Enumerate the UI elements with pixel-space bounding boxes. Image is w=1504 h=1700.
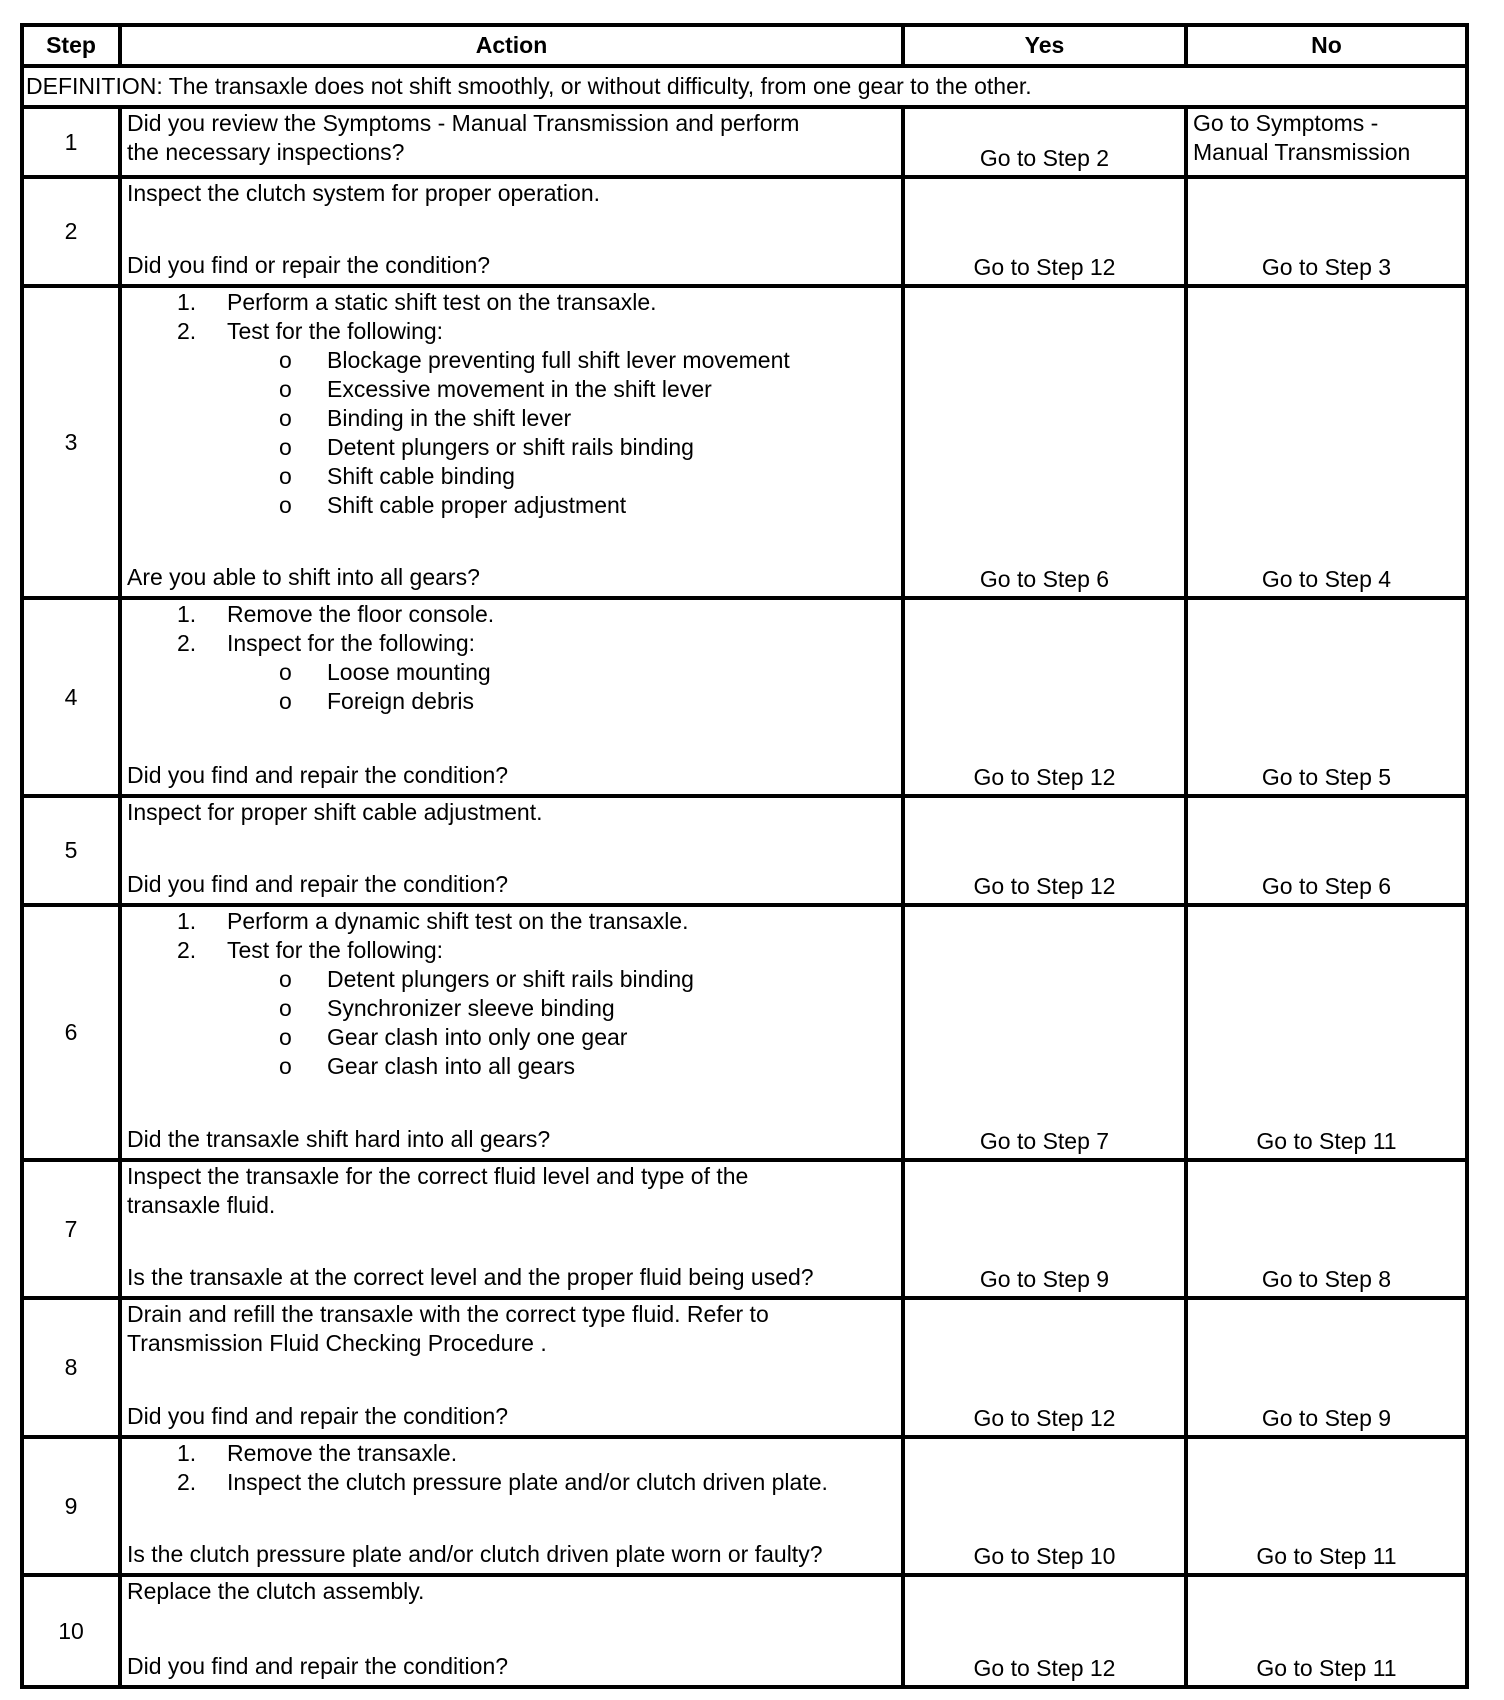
item-text: Perform a dynamic shift test on the transaxle. bbox=[227, 908, 689, 934]
action-text: Inspect for proper shift cable adjustment. bbox=[127, 799, 543, 825]
no-result bbox=[1186, 107, 1467, 177]
bullet-text: Synchronizer sleeve binding bbox=[327, 995, 615, 1021]
action-cell bbox=[120, 598, 903, 796]
no-result: Go to Step 11 bbox=[1186, 1575, 1467, 1687]
bullet-item bbox=[127, 491, 896, 520]
item-number: 1. bbox=[177, 289, 197, 315]
bullet-icon: o bbox=[279, 966, 292, 992]
action-cell bbox=[120, 905, 903, 1160]
bullet-item bbox=[127, 404, 896, 433]
bullet-icon: o bbox=[279, 463, 292, 489]
action-question: Is the transaxle at the correct level and the proper fluid being used? bbox=[127, 1264, 814, 1290]
step-number: 7 bbox=[22, 1160, 120, 1298]
yes-result: Go to Step 12 bbox=[903, 796, 1186, 905]
action-question: Did you find or repair the condition? bbox=[127, 252, 491, 278]
header-yes: Yes bbox=[903, 25, 1186, 66]
item-number: 2. bbox=[177, 630, 197, 656]
numbered-item bbox=[127, 1468, 896, 1497]
no-result-line: Go to Symptoms - bbox=[1193, 110, 1379, 136]
numbered-item bbox=[127, 907, 896, 936]
bullet-text: Loose mounting bbox=[327, 659, 491, 685]
table-row bbox=[22, 1437, 1467, 1575]
action-cell bbox=[120, 796, 903, 905]
no-result-line: Manual Transmission bbox=[1193, 139, 1411, 165]
yes-result: Go to Step 7 bbox=[903, 905, 1186, 1160]
bullet-item bbox=[127, 658, 896, 687]
step-number: 4 bbox=[22, 598, 120, 796]
action-text: Did you review the Symptoms - Manual Transmission and perform bbox=[127, 110, 800, 136]
bullet-text: Shift cable binding bbox=[327, 463, 515, 489]
bullet-item bbox=[127, 1052, 896, 1081]
table-row bbox=[22, 905, 1467, 1160]
no-result: Go to Step 11 bbox=[1186, 1437, 1467, 1575]
action-text: Transmission Fluid Checking Procedure . bbox=[127, 1330, 547, 1356]
bullet-icon: o bbox=[279, 1024, 292, 1050]
bullet-item bbox=[127, 433, 896, 462]
yes-result: Go to Step 12 bbox=[903, 177, 1186, 286]
item-number: 1. bbox=[177, 1440, 197, 1466]
action-cell bbox=[120, 107, 903, 177]
action-cell bbox=[120, 1160, 903, 1298]
yes-result: Go to Step 12 bbox=[903, 1298, 1186, 1437]
action-text: Drain and refill the transaxle with the correct type fluid. Refer to bbox=[127, 1301, 769, 1327]
item-text: Test for the following: bbox=[227, 318, 444, 344]
item-text: Inspect for the following: bbox=[227, 630, 476, 656]
yes-result: Go to Step 12 bbox=[903, 1575, 1186, 1687]
item-number: 1. bbox=[177, 601, 197, 627]
bullet-icon: o bbox=[279, 1053, 292, 1079]
item-text: Remove the floor console. bbox=[227, 601, 495, 627]
item-text: Perform a static shift test on the transaxle. bbox=[227, 289, 657, 315]
no-result: Go to Step 5 bbox=[1186, 598, 1467, 796]
action-question: Did you find and repair the condition? bbox=[127, 1653, 509, 1679]
bullet-icon: o bbox=[279, 659, 292, 685]
bullet-text: Gear clash into only one gear bbox=[327, 1024, 628, 1050]
table-row bbox=[22, 1298, 1467, 1437]
action-text: the necessary inspections? bbox=[127, 139, 405, 165]
action-cell bbox=[120, 1437, 903, 1575]
table-row bbox=[22, 177, 1467, 286]
header-step: Step bbox=[22, 25, 120, 66]
no-result: Go to Step 11 bbox=[1186, 905, 1467, 1160]
header-action: Action bbox=[120, 25, 903, 66]
yes-result: Go to Step 9 bbox=[903, 1160, 1186, 1298]
yes-result: Go to Step 6 bbox=[903, 286, 1186, 598]
action-question: Are you able to shift into all gears? bbox=[127, 564, 480, 590]
numbered-item bbox=[127, 600, 896, 629]
action-text: transaxle fluid. bbox=[127, 1192, 276, 1218]
bullet-text: Gear clash into all gears bbox=[327, 1053, 576, 1079]
step-number: 9 bbox=[22, 1437, 120, 1575]
action-question: Did you find and repair the condition? bbox=[127, 871, 509, 897]
step-number: 1 bbox=[22, 107, 120, 177]
bullet-icon: o bbox=[279, 434, 292, 460]
item-number: 1. bbox=[177, 908, 197, 934]
step-number: 2 bbox=[22, 177, 120, 286]
bullet-icon: o bbox=[279, 405, 292, 431]
item-text: Remove the transaxle. bbox=[227, 1440, 458, 1466]
no-result: Go to Step 8 bbox=[1186, 1160, 1467, 1298]
step-number: 6 bbox=[22, 905, 120, 1160]
definition-row bbox=[22, 66, 1467, 107]
yes-result: Go to Step 10 bbox=[903, 1437, 1186, 1575]
bullet-item bbox=[127, 1023, 896, 1052]
table-row bbox=[22, 1160, 1467, 1298]
item-text: Test for the following: bbox=[227, 937, 444, 963]
definition-text: DEFINITION: The transaxle does not shift smoothly, or without difficulty, from one gear to the other. bbox=[22, 66, 1467, 107]
action-text: Inspect the transaxle for the correct fluid level and type of the bbox=[127, 1163, 749, 1189]
bullet-item bbox=[127, 462, 896, 491]
step-number: 8 bbox=[22, 1298, 120, 1437]
bullet-text: Excessive movement in the shift lever bbox=[327, 376, 712, 402]
no-result: Go to Step 9 bbox=[1186, 1298, 1467, 1437]
header-row bbox=[22, 25, 1467, 66]
bullet-icon: o bbox=[279, 492, 292, 518]
action-cell bbox=[120, 286, 903, 598]
table-row bbox=[22, 796, 1467, 905]
action-cell bbox=[120, 177, 903, 286]
no-result: Go to Step 4 bbox=[1186, 286, 1467, 598]
action-text: Inspect the clutch system for proper operation. bbox=[127, 180, 601, 206]
numbered-item bbox=[127, 936, 896, 965]
diagnostic-table bbox=[20, 23, 1469, 1689]
bullet-text: Detent plungers or shift rails binding bbox=[327, 966, 694, 992]
bullet-icon: o bbox=[279, 995, 292, 1021]
bullet-item bbox=[127, 375, 896, 404]
yes-result: Go to Step 12 bbox=[903, 598, 1186, 796]
numbered-item bbox=[127, 317, 896, 346]
item-number: 2. bbox=[177, 318, 197, 344]
bullet-item bbox=[127, 994, 896, 1023]
bullet-item bbox=[127, 346, 896, 375]
no-result: Go to Step 6 bbox=[1186, 796, 1467, 905]
step-number: 5 bbox=[22, 796, 120, 905]
bullet-item bbox=[127, 687, 896, 716]
item-text: Inspect the clutch pressure plate and/or clutch driven plate. bbox=[227, 1469, 828, 1495]
action-question: Did you find and repair the condition? bbox=[127, 1403, 509, 1429]
table-row bbox=[22, 107, 1467, 177]
yes-result: Go to Step 2 bbox=[903, 107, 1186, 177]
action-cell bbox=[120, 1298, 903, 1437]
bullet-icon: o bbox=[279, 688, 292, 714]
item-number: 2. bbox=[177, 937, 197, 963]
bullet-icon: o bbox=[279, 376, 292, 402]
step-number: 10 bbox=[22, 1575, 120, 1687]
action-question: Is the clutch pressure plate and/or clutch driven plate worn or faulty? bbox=[127, 1541, 823, 1567]
bullet-text: Shift cable proper adjustment bbox=[327, 492, 627, 518]
table-row bbox=[22, 1575, 1467, 1687]
bullet-text: Foreign debris bbox=[327, 688, 475, 714]
bullet-text: Blockage preventing full shift lever movement bbox=[327, 347, 790, 373]
numbered-item bbox=[127, 288, 896, 317]
numbered-item bbox=[127, 629, 896, 658]
action-text: Replace the clutch assembly. bbox=[127, 1578, 425, 1604]
numbered-item bbox=[127, 1439, 896, 1468]
bullet-icon: o bbox=[279, 347, 292, 373]
table-row bbox=[22, 286, 1467, 598]
bullet-item bbox=[127, 965, 896, 994]
step-number: 3 bbox=[22, 286, 120, 598]
bullet-text: Binding in the shift lever bbox=[327, 405, 572, 431]
bullet-text: Detent plungers or shift rails binding bbox=[327, 434, 694, 460]
header-no: No bbox=[1186, 25, 1467, 66]
action-question: Did the transaxle shift hard into all gears? bbox=[127, 1126, 551, 1152]
action-question: Did you find and repair the condition? bbox=[127, 762, 509, 788]
item-number: 2. bbox=[177, 1469, 197, 1495]
no-result: Go to Step 3 bbox=[1186, 177, 1467, 286]
action-cell bbox=[120, 1575, 903, 1687]
table-row bbox=[22, 598, 1467, 796]
